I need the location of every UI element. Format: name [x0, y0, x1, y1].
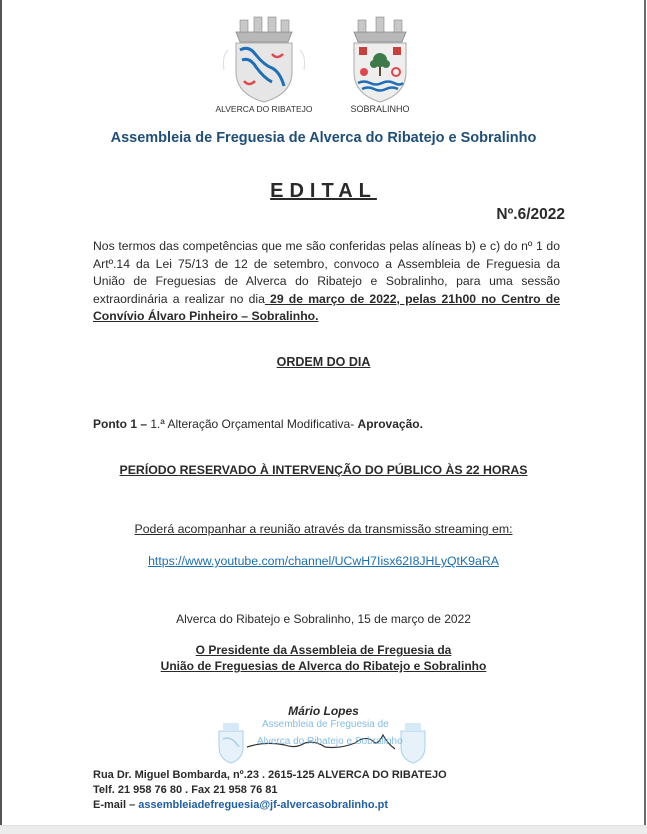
intro-paragraph — [93, 238, 560, 326]
footer-email-row — [93, 798, 493, 813]
page-right-border — [644, 0, 646, 825]
agenda-item-suffix: Aprovação. — [357, 417, 423, 431]
mural-crown-icon — [354, 17, 406, 42]
stamp-text-line2: Alverca do Ribatejo e Sobralinho — [257, 736, 403, 747]
streaming-link[interactable]: https://www.youtube.com/channel/UCwH7Iisx62I8JHLyQtK9aRA — [148, 554, 499, 568]
footer-address: Rua Dr. Miguel Bombarda, nº.23 . 2615-125 ALVERCA DO RIBATEJO — [93, 769, 447, 781]
meeting-date-location: 29 de março de 2022, pelas 21h00 no Centro de Convívio Álvaro Pinheiro – Sobralinho. — [93, 291, 560, 323]
sobralinho-crest-label: SOBRALINHO — [350, 104, 410, 114]
signer-name: Mário Lopes — [288, 704, 359, 718]
page-left-border — [0, 0, 2, 825]
footer-contacts — [93, 768, 493, 813]
public-period-notice: PERÍODO RESERVADO À INTERVENÇÃO DO PÚBLICO ÀS 22 HORAS — [119, 463, 528, 477]
footer-email-link[interactable]: assembleiadefreguesia@jf-alvercasobralinho.pt — [138, 799, 389, 811]
sobralinho-crest-logo — [330, 10, 430, 115]
president-title-line1: O Presidente da Assembleia de Freguesia da — [195, 643, 452, 657]
millstone-icon — [360, 68, 368, 76]
edital-number: Nº.6/2022 — [496, 206, 565, 223]
president-title-line2: União de Freguesias de Alverca do Ribatejo e Sobralinho — [160, 659, 487, 673]
agenda-item-text: 1.ª Alteração Orçamental Modificativa- — [150, 417, 358, 431]
alverca-crest-logo — [214, 10, 314, 115]
stamp-crest-right-icon — [401, 723, 425, 763]
place-date: Alverca do Ribatejo e Sobralinho, 15 de março de 2022 — [176, 612, 471, 626]
alverca-crest-label: ALVERCA DO RIBATEJO — [215, 104, 313, 114]
stamp-text-line1: Assembleia de Freguesia de — [262, 719, 389, 730]
stamp-crest-left-icon — [219, 723, 243, 763]
mural-crown-icon — [236, 17, 292, 42]
intro-text: Nos termos das competências que me são conferidas pelas alíneas b) e c) do nº 1 do Artº.14 da Lei 75/13 de 12 de setembro, convoco a Assembleia de Freguesia da União de Freguesias de Alverca do Ribatejo e Sobralinho, para uma sessão extraordinária a realizar no dia — [93, 239, 560, 306]
assembly-title: Assembleia de Freguesia de Alverca do Ribatejo e Sobralinho — [110, 130, 537, 146]
footer-email-label: E-mail – — [93, 799, 139, 811]
document-title: EDITAL — [270, 180, 377, 202]
agenda-title: ORDEM DO DIA — [276, 355, 371, 369]
agenda-item-prefix: Ponto 1 – — [93, 417, 151, 431]
streaming-note: Poderá acompanhar a reunião através da transmissão streaming em: — [134, 522, 513, 536]
agenda-item — [93, 417, 563, 431]
footer-phone-fax: Telf. 21 958 76 80 . Fax 21 958 76 81 — [93, 784, 278, 796]
